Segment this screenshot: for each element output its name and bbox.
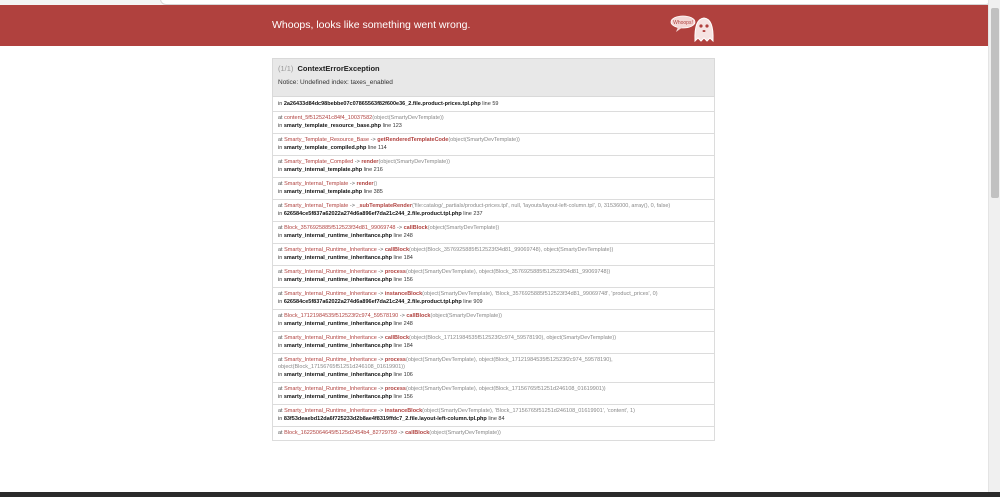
frame-method: process	[384, 386, 406, 392]
frame-at: at	[278, 269, 283, 275]
frame-call: at Smarty_Template_Compiled -> render(object(SmartyDevTemplate))	[278, 159, 450, 165]
frame-function: Smarty_Template_Compiled	[284, 159, 354, 165]
frame-location	[278, 277, 709, 284]
frame-line: line 156	[393, 277, 413, 283]
frame-method: instanceBlock	[384, 408, 423, 414]
frame-function: Smarty_Internal_Runtime_Inheritance	[284, 335, 377, 341]
frame-args: ('file:catalog/_partials/product-prices.tpl', null, 'layouts/layout-left-column.tpl', 0, 31536000, array(), 0, false)	[411, 203, 671, 209]
frame-in-label: in	[278, 189, 283, 195]
frame-file: smarty_template_compiled.php	[283, 145, 367, 151]
frame-args: (object(SmartyDevTemplate))	[429, 430, 501, 436]
stack-frame	[272, 383, 715, 405]
frame-function: Smarty_Internal_Runtime_Inheritance	[284, 357, 377, 363]
stack-frame	[272, 178, 715, 200]
frame-method: _subTemplateRender	[356, 203, 412, 209]
frame-file: smarty_internal_runtime_inheritance.php	[283, 255, 393, 261]
exception-class: ContextErrorException	[297, 64, 380, 73]
frame-method: callBlock	[405, 430, 430, 436]
frame-in-label: in	[278, 123, 283, 129]
frame-args: (object(SmartyDevTemplate))	[378, 159, 450, 165]
frame-args: (object(SmartyDevTemplate))	[430, 313, 503, 319]
frame-call: at Smarty_Internal_Template -> _subTemplateRender('file:catalog/_partials/product-prices.tpl', null, 'layouts/layout-left-column.tpl', 0, 31536000, array(), 0, false)	[278, 203, 671, 209]
frame-method: callBlock	[406, 313, 431, 319]
frame-at: at	[278, 357, 283, 363]
frame-file: smarty_template_resource_base.php	[283, 123, 382, 129]
frame-at: at	[278, 159, 283, 165]
frame-file: 626584ce5f837a62022a274d6a896ef7da21c244_2.file.product.tpl.php	[283, 299, 462, 305]
frame-args: (object(SmartyDevTemplate), 'Block_3576925885f512523f34d81_99069748', 'product_prices', 0)	[422, 291, 658, 297]
stack-frame	[272, 405, 715, 427]
frame-in-label: in	[278, 321, 283, 327]
frame-file: smarty_internal_runtime_inheritance.php	[283, 343, 393, 349]
frame-location	[278, 189, 709, 196]
whoops-logo-text: Whoops!	[673, 20, 693, 26]
frame-file: 83f53deaebd12da6f725233d2b8ae4f8319ffdc7_2.file.layout-left-column.tpl.php	[283, 416, 487, 422]
frame-method: render	[356, 181, 374, 187]
frame-args: (object(SmartyDevTemplate), object(Block_17156765f51251d246108_01619901))	[405, 386, 606, 392]
frame-at: at	[278, 203, 283, 209]
stack-frame	[272, 134, 715, 156]
frame-at: at	[278, 386, 283, 392]
frame-at: at	[278, 335, 283, 341]
frame-line: line 114	[367, 145, 387, 151]
frame-method: render	[361, 159, 379, 165]
frame-location	[278, 233, 709, 240]
frame-in-label: in	[278, 255, 283, 261]
frame-at: at	[278, 313, 283, 319]
frame-call: at Smarty_Template_Resource_Base -> getRenderedTemplateCode(object(SmartyDevTemplate))	[278, 137, 520, 143]
stack-frame	[272, 97, 715, 112]
taskbar-edge	[0, 492, 1000, 497]
frame-in-label: in	[278, 343, 283, 349]
frame-file: smarty_internal_runtime_inheritance.php	[283, 321, 393, 327]
frame-args: (object(SmartyDevTemplate), 'Block_17156765f51251d246108_01619901', 'content', 1)	[422, 408, 635, 414]
frame-line: line 248	[393, 233, 413, 239]
frame-location	[278, 372, 709, 379]
frame-args: (object(Block_17121984535f512523f2c974_59578190), object(SmartyDevTemplate))	[409, 335, 617, 341]
frame-call: at Smarty_Internal_Template -> render()	[278, 181, 378, 187]
frame-function: Smarty_Internal_Runtime_Inheritance	[284, 408, 377, 414]
frame-method: callBlock	[403, 225, 428, 231]
stack-frame	[272, 332, 715, 354]
frame-file: smarty_internal_template.php	[283, 189, 363, 195]
frame-at: at	[278, 408, 283, 414]
frame-call: at Smarty_Internal_Runtime_Inheritance -> callBlock(object(Block_17121984535f512523f2c974_59578190), object(SmartyDevTemplate))	[278, 335, 617, 341]
stack-frame	[272, 156, 715, 178]
error-header-title: Whoops, looks like something went wrong.	[272, 19, 471, 31]
frame-function: Block_16225064645f5125d2454b4_82729759	[284, 430, 397, 436]
exception-counter: (1/1)	[278, 64, 294, 73]
frame-location	[278, 167, 709, 174]
frame-call: at Block_17121984535f512523f2c974_59578190 -> callBlock(object(SmartyDevTemplate))	[278, 313, 503, 319]
frame-location	[278, 299, 709, 306]
stack-frame	[272, 354, 715, 383]
frame-line: line 248	[393, 321, 413, 327]
frame-location	[278, 211, 709, 218]
frame-args: (object(SmartyDevTemplate))	[372, 115, 444, 121]
frame-at: at	[278, 137, 283, 143]
whoops-ghost-logo	[668, 11, 718, 45]
frame-file: 2a26433d84dc98bebbe07c07865563f82f600e36_2.file.product-prices.tpl.php	[283, 101, 481, 107]
frame-line: line 237	[463, 211, 483, 217]
frame-file: smarty_internal_runtime_inheritance.php	[283, 233, 393, 239]
frame-in-label: in	[278, 416, 283, 422]
frame-in-label: in	[278, 145, 283, 151]
frame-function: Smarty_Internal_Template	[284, 181, 349, 187]
frame-file: smarty_internal_runtime_inheritance.php	[283, 277, 393, 283]
frame-at: at	[278, 115, 283, 121]
frame-method: instanceBlock	[384, 291, 423, 297]
exception-header	[272, 58, 715, 97]
frame-in-label: in	[278, 277, 283, 283]
frame-method: callBlock	[384, 247, 410, 253]
frame-location	[278, 123, 709, 130]
frame-line: line 909	[463, 299, 483, 305]
frame-args: (object(SmartyDevTemplate))	[427, 225, 500, 231]
stack-frame	[272, 288, 715, 310]
frame-line: line 156	[393, 394, 413, 400]
stack-frame	[272, 244, 715, 266]
stack-frame	[272, 112, 715, 134]
frame-args: (object(SmartyDevTemplate))	[448, 137, 520, 143]
frame-in-label: in	[278, 211, 283, 217]
frame-in-label: in	[278, 167, 283, 173]
frame-function: content_5f5125241c84f4_10037582	[284, 115, 373, 121]
frame-call: at Smarty_Internal_Runtime_Inheritance -> callBlock(object(Block_3576925885f512523f34d81_99069748), object(SmartyDevTemplate))	[278, 247, 614, 253]
frame-at: at	[278, 181, 283, 187]
exception-title	[278, 64, 709, 73]
frame-line: line 84	[488, 416, 505, 422]
frame-function: Smarty_Template_Resource_Base	[284, 137, 370, 143]
frame-location	[278, 145, 709, 152]
frame-location	[278, 321, 709, 328]
frame-call: at Smarty_Internal_Runtime_Inheritance -> process(object(SmartyDevTemplate), object(Block_3576925885f512523f34d81_99069748))	[278, 269, 611, 275]
error-header	[0, 5, 988, 46]
frame-call: at Smarty_Internal_Runtime_Inheritance -> instanceBlock(object(SmartyDevTemplate), 'Block_3576925885f512523f34d81_99069748', 'product_prices', 0)	[278, 291, 658, 297]
frame-location	[278, 343, 709, 350]
frame-call: at Block_16225064645f5125d2454b4_82729759 -> callBlock(object(SmartyDevTemplate))	[278, 430, 501, 436]
frame-function: Smarty_Internal_Runtime_Inheritance	[284, 291, 377, 297]
frame-line: line 123	[382, 123, 402, 129]
frame-args: (object(Block_3576925885f512523f34d81_99069748), object(SmartyDevTemplate))	[409, 247, 614, 253]
scrollbar-thumb[interactable]	[991, 8, 999, 198]
frame-location	[278, 394, 709, 401]
frame-call: at Smarty_Internal_Runtime_Inheritance -> process(object(SmartyDevTemplate), object(Block_17121984535f512523f2c974_59578190), object(Block_17156765f51251d246108_01619901))	[278, 357, 613, 370]
frame-at: at	[278, 430, 283, 436]
frame-in-label: in	[278, 233, 283, 239]
frame-method: process	[384, 269, 406, 275]
frame-method: process	[384, 357, 406, 363]
frame-in-label: in	[278, 101, 283, 107]
frame-method: callBlock	[384, 335, 410, 341]
frame-at: at	[278, 225, 283, 231]
frame-in-label: in	[278, 299, 283, 305]
frame-method: getRenderedTemplateCode	[377, 137, 449, 143]
frame-call: at Smarty_Internal_Runtime_Inheritance -> instanceBlock(object(SmartyDevTemplate), 'Block_17156765f51251d246108_01619901', 'content', 1)	[278, 408, 635, 414]
stack-frame	[272, 266, 715, 288]
stack-trace-list	[272, 97, 715, 441]
frame-at: at	[278, 291, 283, 297]
frame-line: line 184	[393, 343, 413, 349]
frame-file: smarty_internal_runtime_inheritance.php	[283, 372, 393, 378]
frame-file: 626584ce5f837a62022a274d6a896ef7da21c244_2.file.product.tpl.php	[283, 211, 462, 217]
frame-args: (object(SmartyDevTemplate), object(Block_3576925885f512523f34d81_99069748))	[405, 269, 611, 275]
frame-function: Smarty_Internal_Runtime_Inheritance	[284, 386, 377, 392]
frame-location	[278, 101, 709, 108]
frame-at: at	[278, 247, 283, 253]
frame-call: at Block_3576925885f512523f34d81_99069748 -> callBlock(object(SmartyDevTemplate))	[278, 225, 500, 231]
frame-function: Smarty_Internal_Template	[284, 203, 349, 209]
frame-line: line 59	[482, 101, 499, 107]
frame-in-label: in	[278, 372, 283, 378]
page-scrollbar[interactable]	[988, 0, 1000, 497]
frame-line: line 184	[393, 255, 413, 261]
frame-line: line 385	[363, 189, 383, 195]
frame-call	[278, 115, 709, 122]
frame-line: line 106	[393, 372, 413, 378]
stack-frame	[272, 222, 715, 244]
frame-args: (object(SmartyDevTemplate), object(Block_17121984535f512523f2c974_59578190), object(Block_17156765f51251d246108_01619901))	[278, 357, 613, 370]
frame-function: Block_3576925885f512523f34d81_99069748	[284, 225, 396, 231]
frame-call: at Smarty_Internal_Runtime_Inheritance -> process(object(SmartyDevTemplate), object(Block_17156765f51251d246108_01619901))	[278, 386, 606, 392]
frame-file: smarty_internal_runtime_inheritance.php	[283, 394, 393, 400]
stack-frame	[272, 200, 715, 222]
frame-location	[278, 416, 709, 423]
frame-function: Smarty_Internal_Runtime_Inheritance	[284, 247, 377, 253]
frame-file: smarty_internal_template.php	[283, 167, 363, 173]
stack-frame	[272, 427, 715, 441]
frame-args: ()	[373, 181, 378, 187]
frame-location	[278, 255, 709, 262]
frame-in-label: in	[278, 394, 283, 400]
stack-frame	[272, 310, 715, 332]
frame-function: Smarty_Internal_Runtime_Inheritance	[284, 269, 377, 275]
exception-panel	[272, 58, 715, 441]
exception-message: Notice: Undefined index: taxes_enabled	[278, 79, 393, 86]
frame-line: line 216	[363, 167, 383, 173]
frame-function: Block_17121984535f512523f2c974_59578190	[284, 313, 399, 319]
